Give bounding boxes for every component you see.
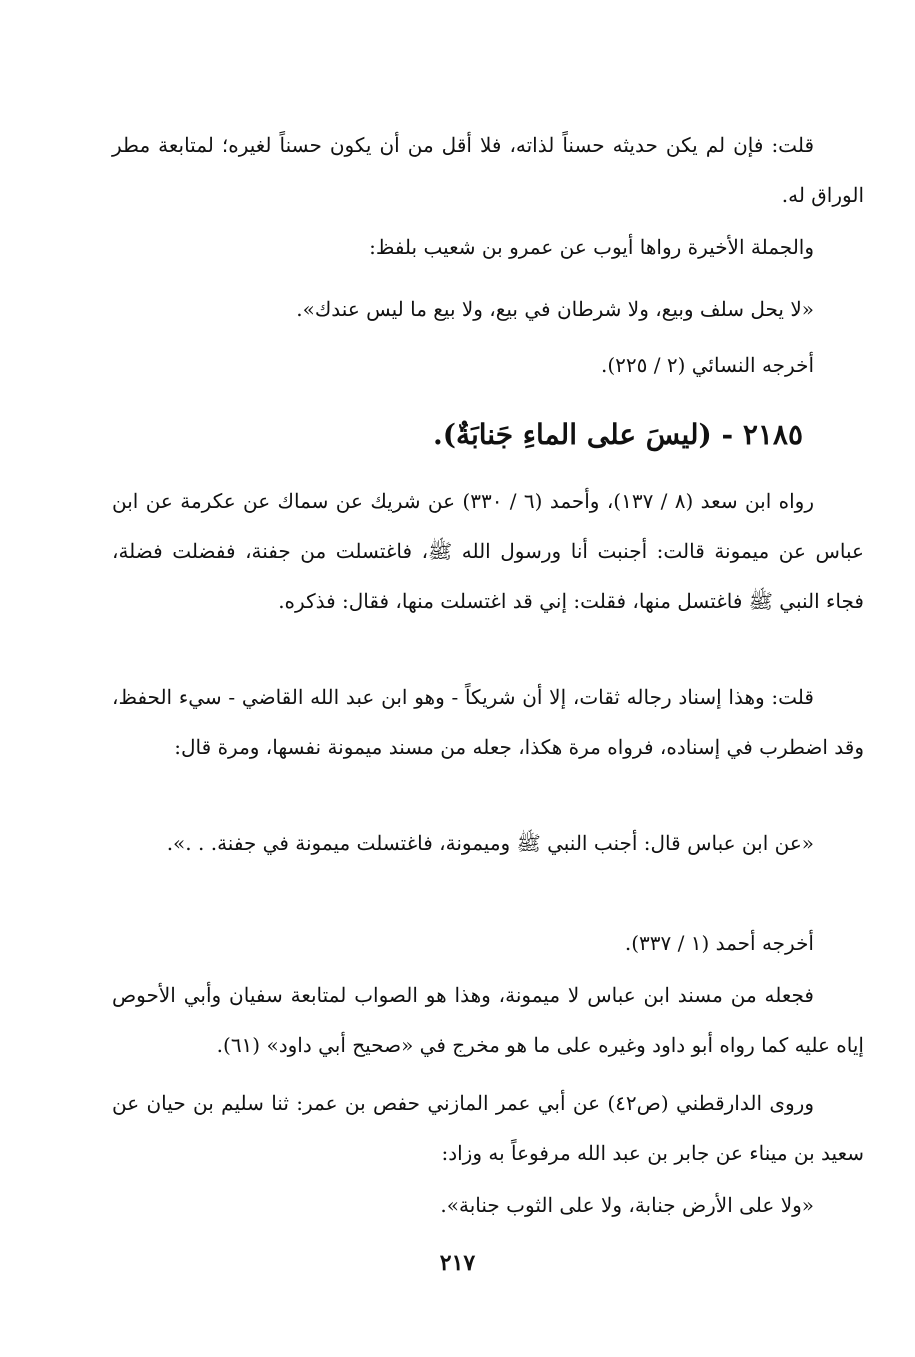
- paragraph-4: قلت: وهذا إسناد رجاله ثقات، إلا أن شريكاً - وهو ابن عبد الله القاضي - سيء الحفظ، وقد اضطرب في إسناده، فرواه مرة هكذا، جعله من مسند ميمونة نفسها، ومرة قال:: [112, 685, 864, 759]
- page-number: ٢١٧: [439, 1250, 476, 1276]
- paragraph-source-1: أخرجه النسائي (٢ / ٢٢٥).: [600, 353, 814, 377]
- paragraph-3: رواه ابن سعد (٨ / ١٣٧)، وأحمد (٦ / ٣٣٠) عن شريك عن سماك عن عكرمة عن ابن عباس عن ميمونة قالت: أجنبت أنا ورسول الله ﷺ، فاغتسلت من جفنة، ففضلت فضلة، فجاء النبي ﷺ فاغتسل منها، فقلت: إني قد اغتسلت منها، فقال: فذكره.: [112, 489, 864, 613]
- paragraph-6: وروى الدارقطني (ص٤٢) عن أبي عمر المازني حفص بن عمر: ثنا سليم بن حيان عن سعيد بن ميناء عن جابر بن عبد الله مرفوعاً به وزاد:: [112, 1091, 864, 1165]
- paragraph-5: فجعله من مسند ابن عباس لا ميمونة، وهذا هو الصواب لمتابعة سفيان وأبي الأحوص إياه عليه كما رواه أبو داود وغيره على ما هو مخرج في «صحيح أبي داود» (٦١).: [112, 983, 864, 1057]
- paragraph-quote-3: «ولا على الأرض جنابة، ولا على الثوب جنابة».: [440, 1193, 814, 1217]
- paragraph-source-2: أخرجه أحمد (١ / ٣٣٧).: [624, 931, 814, 955]
- paragraph-2: والجملة الأخيرة رواها أيوب عن عمرو بن شعيب بلفظ:: [369, 235, 814, 259]
- hadith-heading: ٢١٨٥ - (ليسَ على الماءِ جَنابَةٌ).: [432, 418, 803, 451]
- paragraph-1: قلت: فإن لم يكن حديثه حسناً لذاته، فلا أقل من أن يكون حسناً لغيره؛ لمتابعة مطر الوراق له.: [112, 133, 864, 207]
- paragraph-quote-2: «عن ابن عباس قال: أجنب النبي ﷺ وميمونة، فاغتسلت ميمونة في جفنة. . .».: [166, 831, 814, 855]
- paragraph-quote-1: «لا يحل سلف وبيع، ولا شرطان في بيع، ولا بيع ما ليس عندك».: [296, 297, 814, 321]
